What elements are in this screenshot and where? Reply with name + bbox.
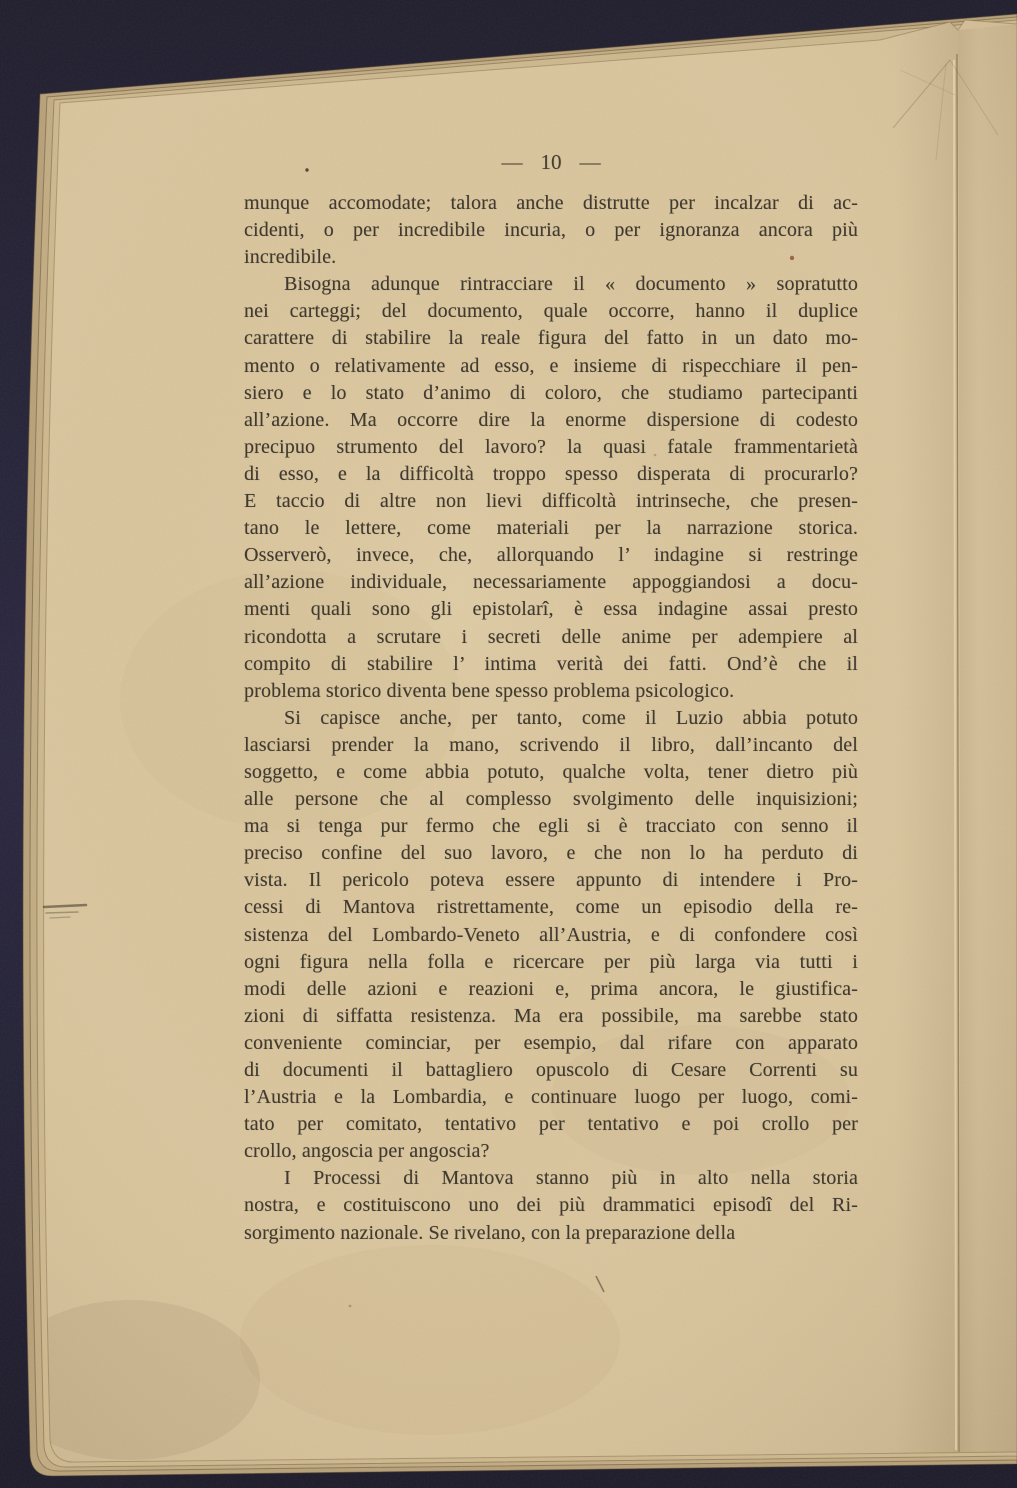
text-line: alle persone che al complesso svolgimento delle inquisizioni; (244, 788, 858, 811)
text-line: nei carteggi; del documento, quale occorre, hanno il duplice (244, 300, 858, 323)
text-line: compito di stabilire l’ intima verità dei fatti. Ond’è che il (244, 652, 858, 675)
text-line: incredibile. (244, 246, 337, 269)
text-line: l’Austria e la Lombardia, e continuare luogo per luogo, comi- (244, 1086, 858, 1109)
text-line: conveniente cominciar, per esempio, dal rifare con apparato (244, 1031, 858, 1054)
text-line: cidenti, o per incredibile incuria, o per ignoranza ancora più (244, 219, 858, 242)
text-line: ricondotta a scrutare i secreti delle anime per adempiere al (244, 625, 858, 648)
text-line: Osserverò, invece, che, allorquando l’ indagine si restringe (244, 544, 858, 567)
text-line: modi delle azioni e reazioni e, prima ancora, le giustifica- (244, 977, 858, 1000)
text-line: all’azione. Ma occorre dire la enorme dispersione di codesto (244, 408, 858, 431)
text-line: preciso confine del suo lavoro, e che non lo ha perduto di (244, 842, 858, 865)
text-line: lasciarsi prender la mano, scrivendo il libro, dall’incanto del (244, 733, 858, 756)
page-text-block (244, 150, 858, 1247)
text-line: problema storico diventa bene spesso problema psicologico. (244, 679, 735, 702)
page-number: 10 (540, 150, 562, 174)
text-line: Bisogna adunque rintracciare il « documento » sopratutto (284, 273, 858, 296)
text-line: vista. Il pericolo poteva essere appunto di intendere i Pro- (244, 869, 858, 892)
paragraph (244, 1165, 858, 1246)
text-line: siero e lo stato d’animo di coloro, che studiamo partecipanti (244, 381, 858, 404)
text-line: mento o relativamente ad esso, e insieme di rispecchiare il pen- (244, 354, 858, 377)
text-line: menti quali sono gli epistolarî, è essa indagine assai presto (244, 598, 858, 621)
text-line: all’azione individuale, necessariamente appoggiandosi a docu- (244, 571, 858, 594)
text-line: soggetto, e come abbia potuto, qualche volta, tener dietro più (244, 760, 858, 783)
body-text (244, 190, 858, 1247)
text-line: zioni di siffatta resistenza. Ma era possibile, ma sarebbe stato (244, 1004, 858, 1027)
text-line: sorgimento nazionale. Se rivelano, con la preparazione della (244, 1221, 736, 1244)
text-line: ma si tenga pur fermo che egli si è tracciato con senno il (244, 815, 858, 838)
text-line: Si capisce anche, per tanto, come il Luzio abbia potuto (284, 706, 858, 729)
text-line: E taccio di altre non lievi difficoltà intrinseche, che presen- (244, 490, 858, 513)
paragraph (244, 705, 858, 1166)
text-line: di esso, e la difficoltà troppo spesso disperata di procurarlo? (244, 462, 858, 485)
page-header (244, 150, 858, 174)
paragraph (244, 190, 858, 271)
text-line: sistenza del Lombardo-Veneto all’Austria, e di confondere così (244, 923, 858, 946)
text-line: nostra, e costituiscono uno dei più drammatici episodî del Ri- (244, 1194, 858, 1217)
text-line: cessi di Mantova ristrettamente, come un episodio della re- (244, 896, 858, 919)
text-line: ogni figura nella folla e ricercare per più larga via tutti i (244, 950, 858, 973)
text-line: munque accomodate; talora anche distrutte per incalzar di ac- (244, 192, 858, 214)
text-line: I Processi di Mantova stanno più in alto nella storia (284, 1167, 858, 1190)
paragraph (244, 271, 858, 705)
text-line: tano le lettere, come materiali per la narrazione storica. (244, 517, 858, 540)
text-line: tato per comitato, tentativo per tentativo e poi crollo per (244, 1113, 858, 1136)
text-line: di documenti il battagliero opuscolo di Cesare Correnti su (244, 1059, 858, 1081)
header-dash-left: — (501, 150, 523, 174)
text-line: crollo, angoscia per angoscia? (244, 1140, 490, 1163)
header-dash-right: — (579, 150, 601, 174)
text-line: carattere di stabilire la reale figura del fatto in un dato mo- (244, 327, 858, 350)
text-line: precipuo strumento del lavoro? la quasi fatale frammentarietà (244, 435, 858, 458)
